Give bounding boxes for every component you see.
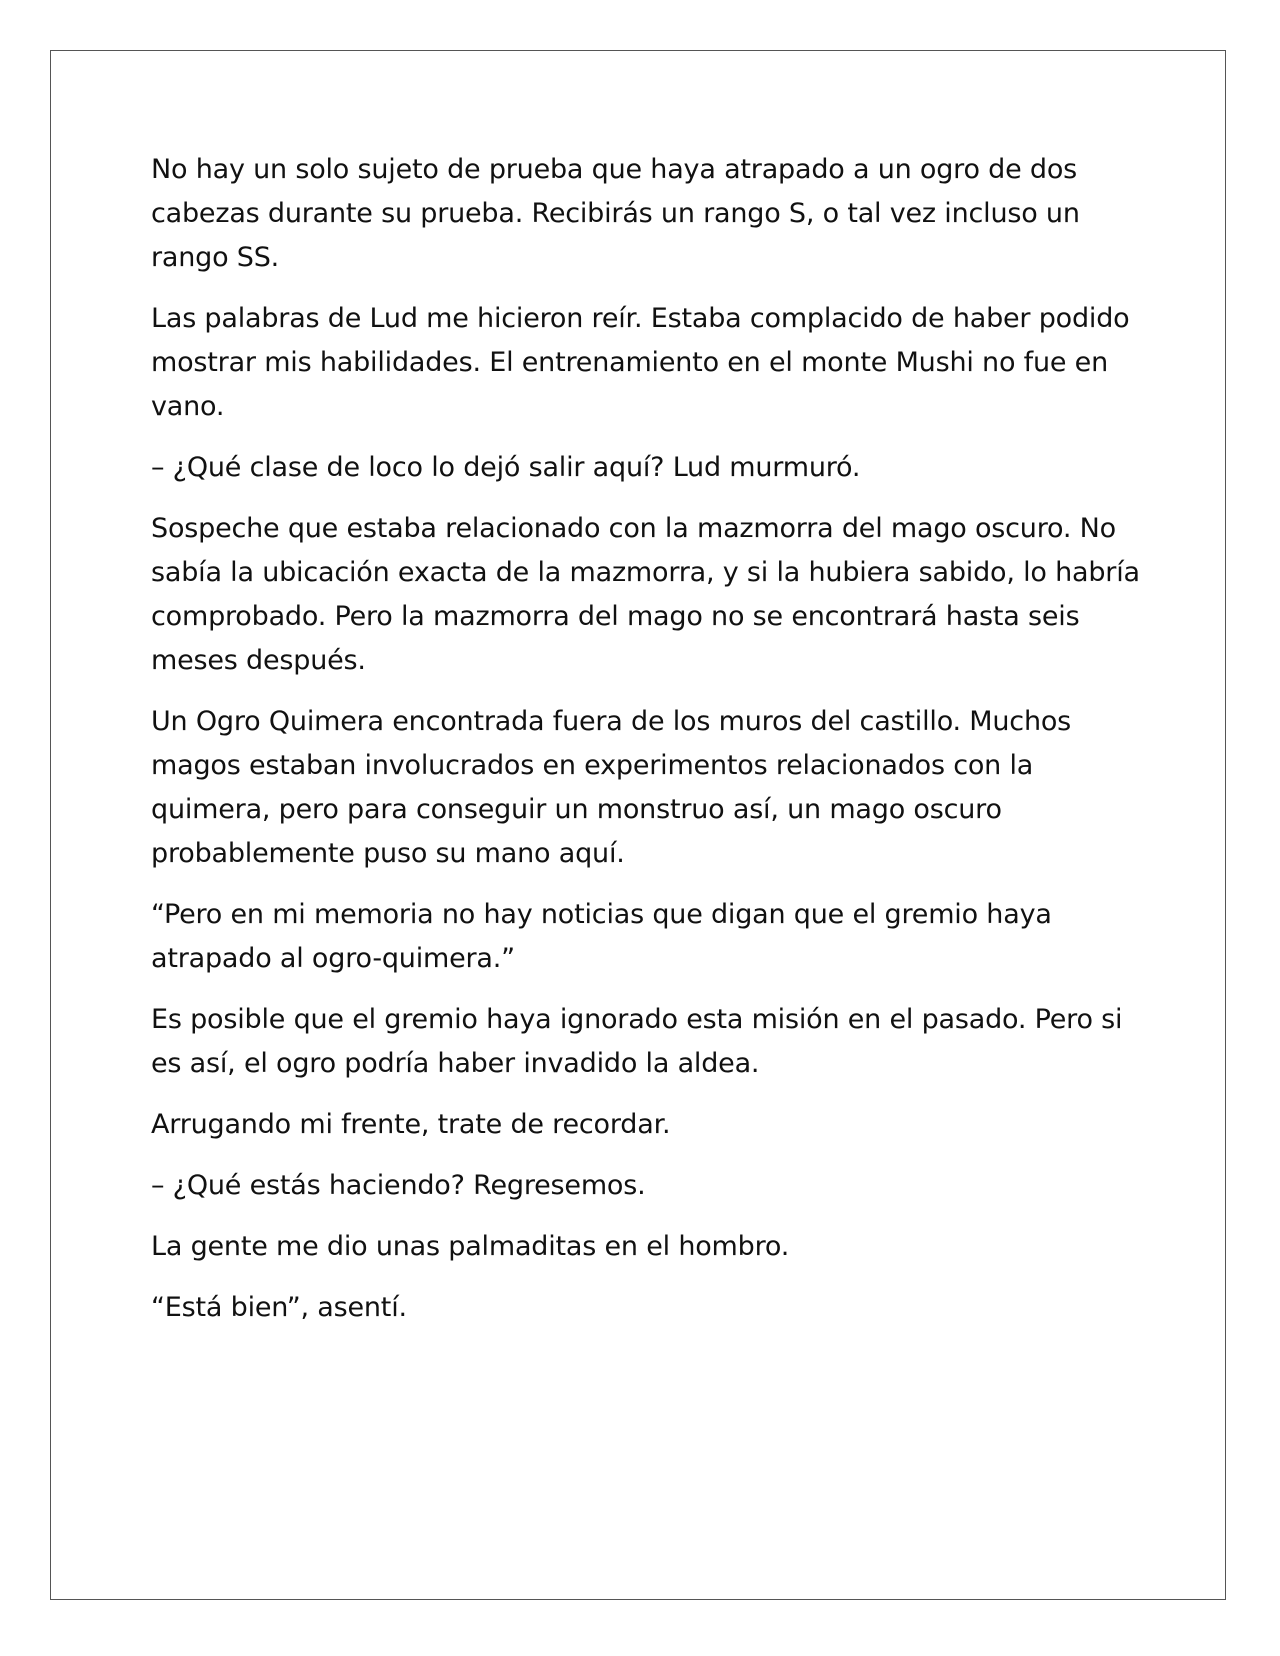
paragraph: “Está bien”, asentí.	[151, 1292, 407, 1323]
paragraph: Es posible que el gremio haya ignorado esta misión en el pasado. Pero si es así, el ogro podría haber invadido la aldea.	[151, 1004, 1123, 1079]
paragraph: Un Ogro Quimera encontrada fuera de los muros del castillo. Muchos magos estaban involucrados en experimentos relacionados con la quimera, pero para conseguir un monstruo así, un mago oscuro probablemente puso su mano aquí.	[151, 706, 1072, 869]
paragraph: “Pero en mi memoria no hay noticias que digan que el gremio haya atrapado al ogro-quimera.”	[151, 899, 1052, 974]
paragraph: Sospeche que estaba relacionado con la mazmorra del mago oscuro. No sabía la ubicación exacta de la mazmorra, y si la hubiera sabido, lo habría comprobado. Pero la mazmorra del mago no se encontrará hasta seis meses después.	[151, 513, 1140, 676]
document-body	[151, 148, 1151, 1347]
paragraph: – ¿Qué estás haciendo? Regresemos.	[151, 1170, 646, 1201]
paragraph: – ¿Qué clase de loco lo dejó salir aquí? Lud murmuró.	[151, 452, 861, 483]
paragraph: Las palabras de Lud me hicieron reír. Estaba complacido de haber podido mostrar mis habilidades. El entrenamiento en el monte Mushi no fue en vano.	[151, 303, 1130, 422]
paragraph: No hay un solo sujeto de prueba que haya atrapado a un ogro de dos cabezas durante su prueba. Recibirás un rango S, o tal vez incluso un rango SS.	[151, 154, 1080, 273]
paragraph: Arrugando mi frente, trate de recordar.	[151, 1109, 671, 1140]
paragraph: La gente me dio unas palmaditas en el hombro.	[151, 1231, 790, 1262]
